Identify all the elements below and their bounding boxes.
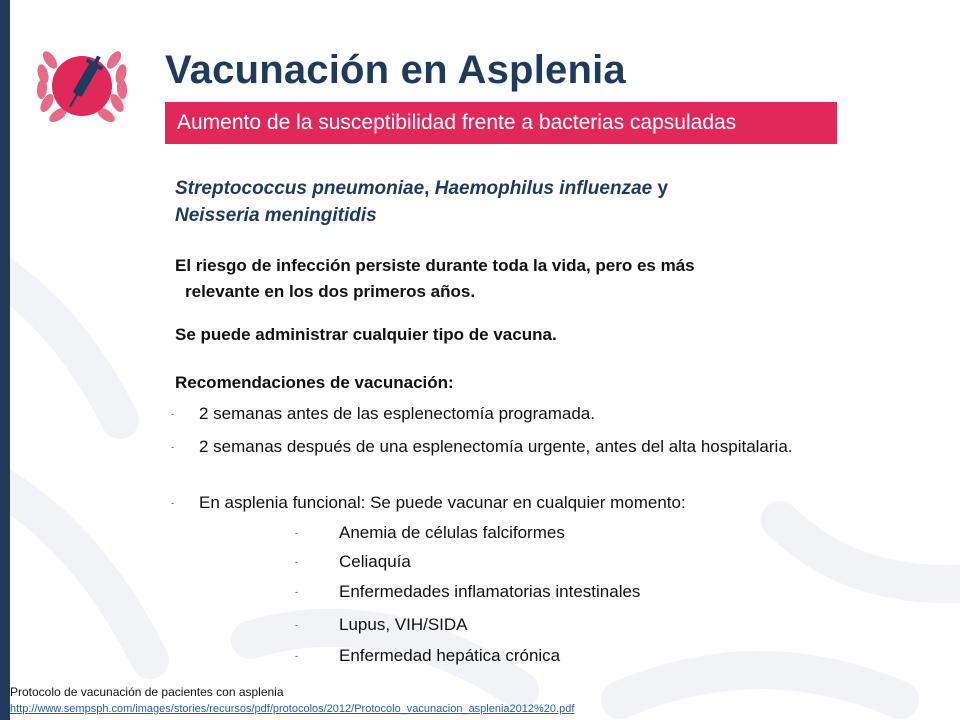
banner-text: Aumento de la susceptibilidad frente a bacterias capsuladas (177, 111, 737, 134)
organism-1: Streptococcus pneumoniae (175, 178, 425, 199)
sub-list-item (295, 612, 855, 638)
organism-3: Neisseria meningitidis (175, 205, 377, 226)
bullet-marker: - (171, 442, 174, 452)
bullet-marker: - (171, 409, 174, 419)
sub-list-item (295, 579, 855, 605)
bullet-text: En asplenia funcional: Se puede vacunar en cualquier momento: (199, 493, 686, 512)
recommendations-heading: Recomendaciones de vacunación: (175, 373, 454, 392)
sub-bullet-marker: - (295, 557, 298, 567)
left-accent-bar (0, 0, 10, 720)
organism-2: Haemophilus influenzae (434, 178, 653, 199)
source-link[interactable]: http://www.sempsph.com/images/stories/recursos/pdf/protocolos/2012/Protocolo_vacunacion_asplenia2012%20.pdf (10, 703, 575, 715)
sub-bullet-marker: - (295, 620, 298, 630)
risk-line-1: El riesgo de infección persiste durante toda la vida, pero es más (175, 256, 695, 275)
subtitle-banner (165, 102, 837, 144)
sub-bullet-marker: - (295, 587, 298, 597)
list-item (171, 434, 855, 460)
page-title: Vacunación en Asplenia (165, 48, 626, 92)
list-item (171, 490, 855, 516)
risk-line-2: relevante en los dos primeros años. (185, 282, 476, 301)
bullet-text: 2 semanas antes de las esplenectomía programada. (199, 404, 595, 423)
bullet-marker: - (171, 498, 174, 508)
sub-list-item (295, 520, 855, 546)
bacteria-subheading (175, 175, 835, 229)
sub-bullet-text: Celiaquía (339, 552, 411, 571)
sub-bullet-marker: - (295, 528, 298, 538)
sub-list-item (295, 549, 855, 575)
sub-bullet-text: Enfermedad hepática crónica (339, 646, 561, 665)
sub-list-item (295, 643, 855, 669)
list-item (171, 401, 855, 427)
risk-paragraph (175, 253, 855, 305)
sub-bullet-marker: - (295, 651, 298, 661)
sub-bullet-text: Enfermedades inflamatorias intestinales (339, 582, 641, 601)
laurel-wreath-syringe-icon (30, 30, 134, 134)
source-citation: Protocolo de vacunación de pacientes con asplenia (10, 685, 284, 699)
sub-bullet-text: Anemia de células falciformes (339, 523, 565, 542)
organism-conjunction: y (652, 178, 669, 199)
organism-separator: , (424, 178, 435, 199)
bullet-text: 2 semanas después de una esplenectomía urgente, antes del alta hospitalaria. (199, 437, 793, 456)
vaccine-paragraph: Se puede administrar cualquier tipo de vacuna. (175, 325, 557, 344)
sub-bullet-text: Lupus, VIH/SIDA (339, 615, 468, 634)
